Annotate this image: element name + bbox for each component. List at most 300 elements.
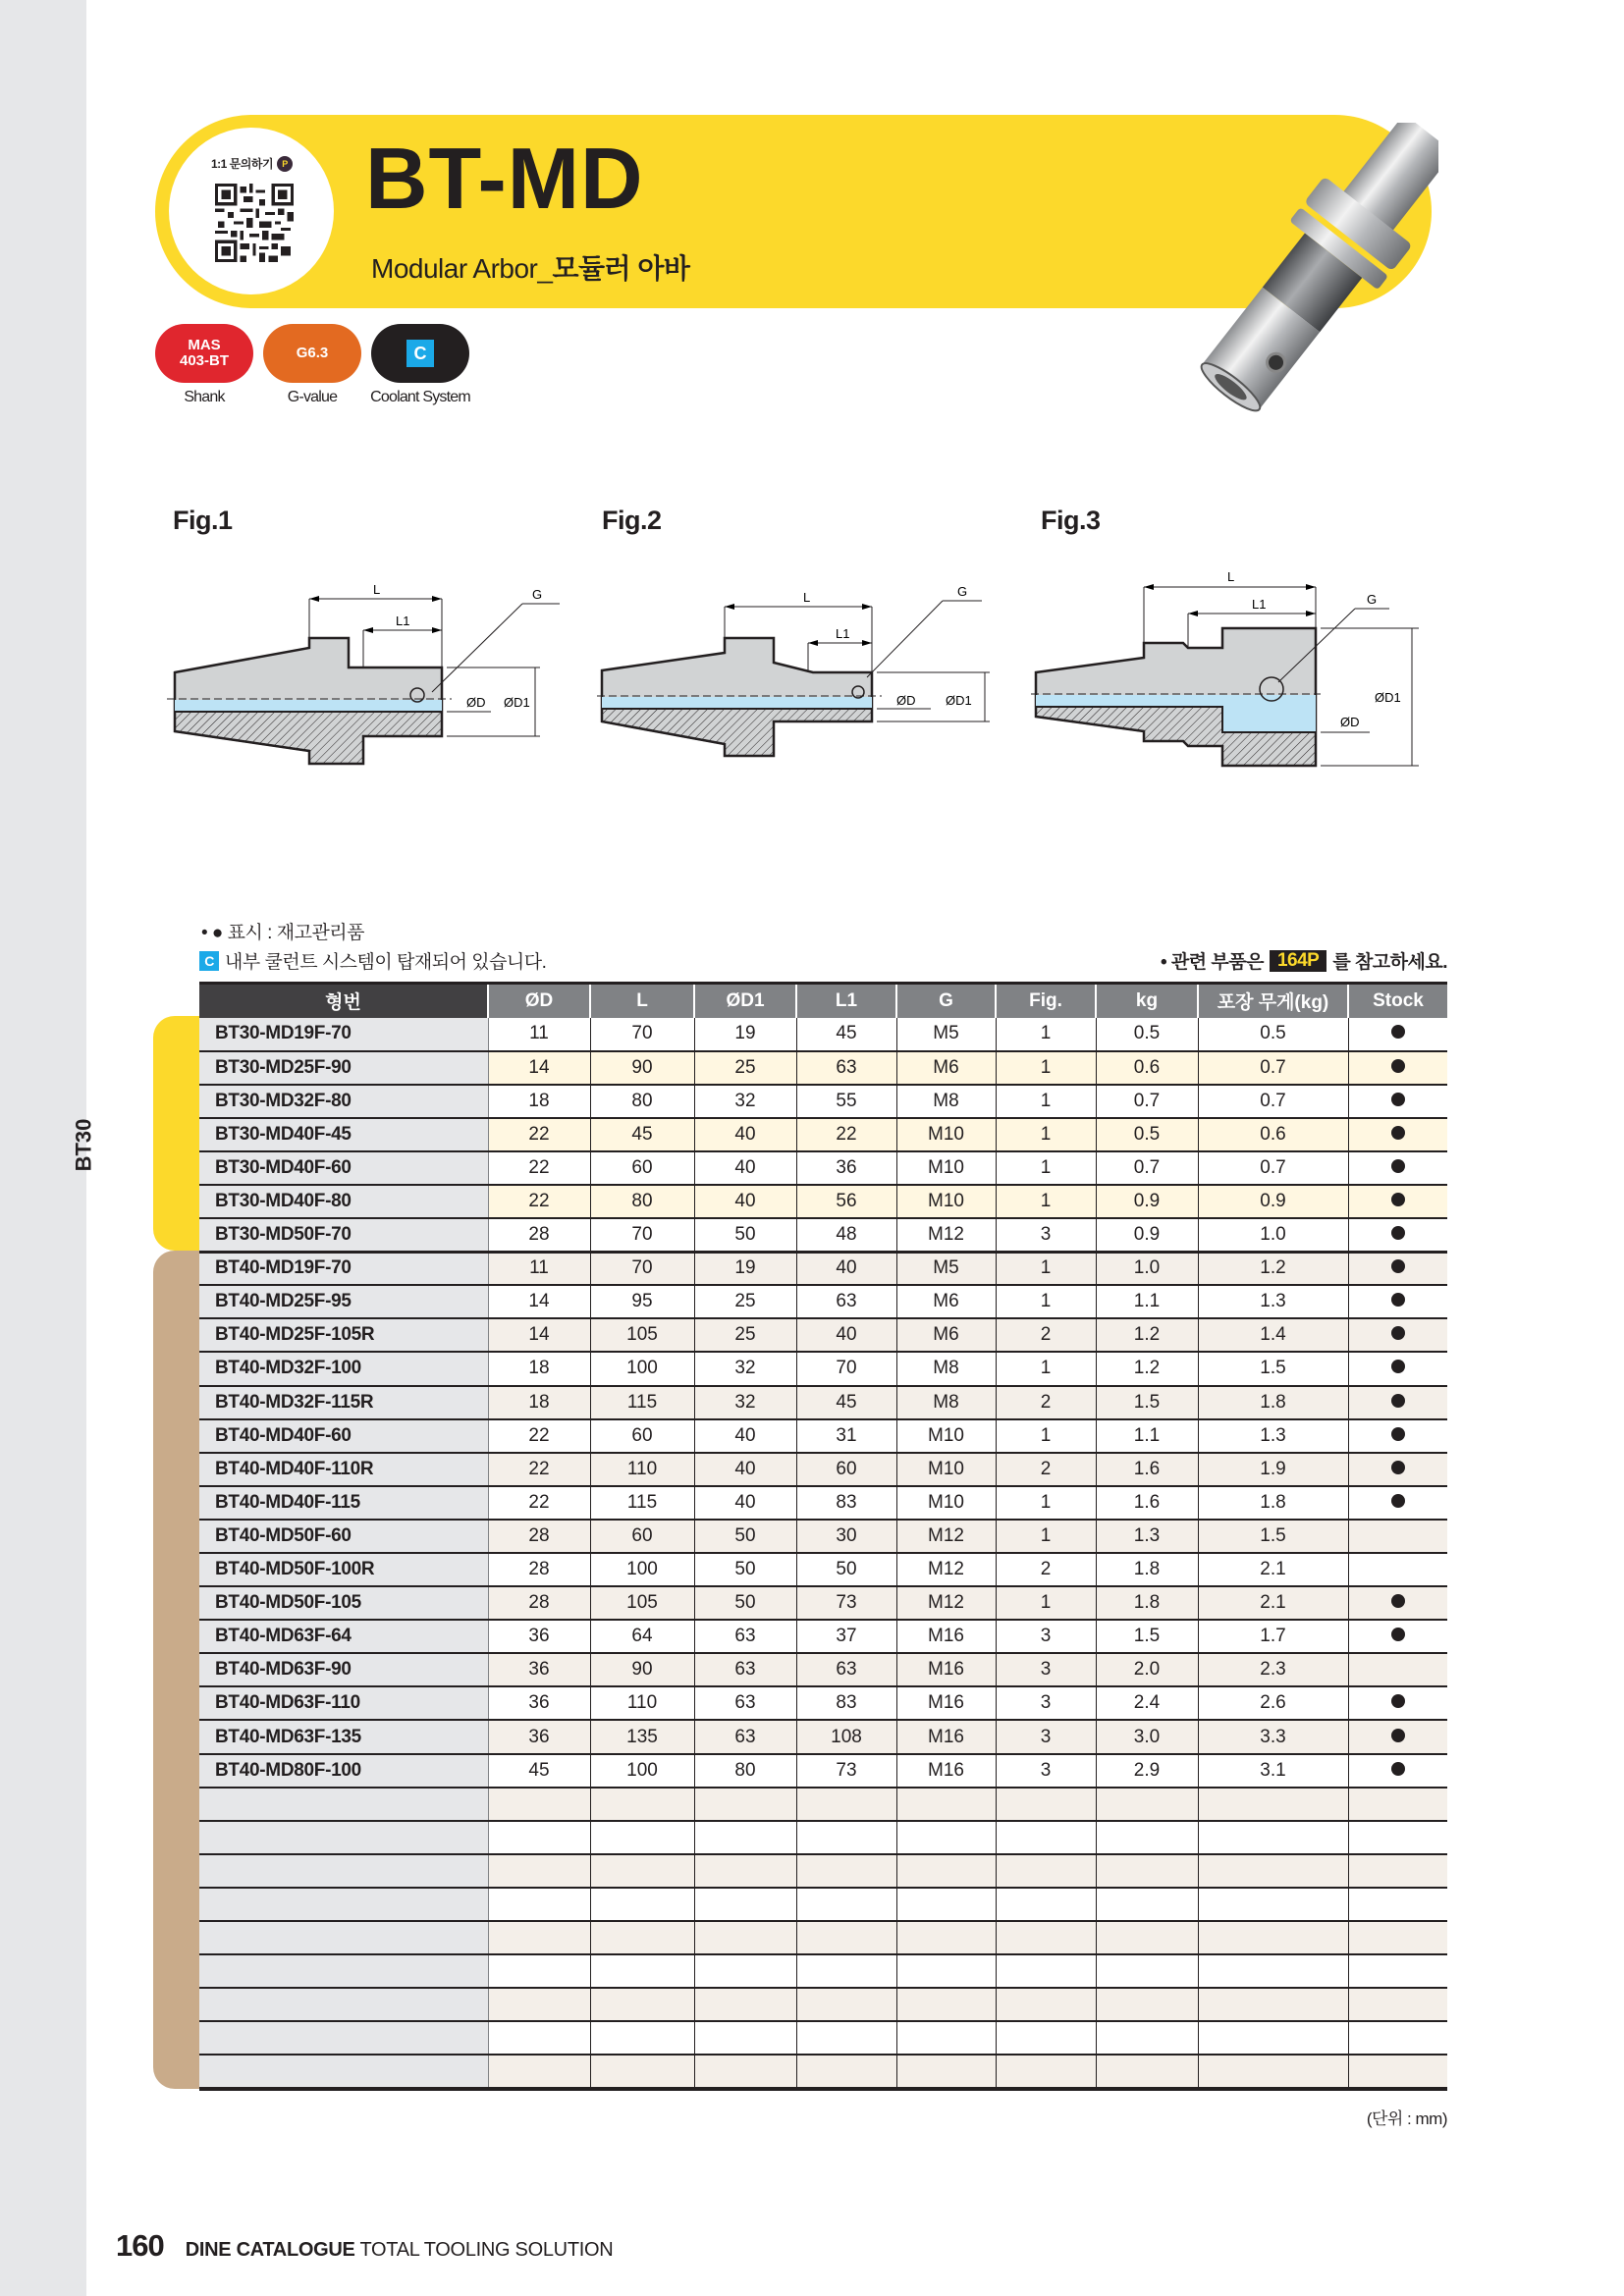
cell-package-weight: 0.7 (1198, 1051, 1348, 1085)
cell-stock (1348, 1252, 1447, 1285)
cell-model: BT40-MD80F-100 (199, 1754, 488, 1788)
chat-bubble-icon: P (277, 156, 293, 172)
table-row (199, 1218, 1447, 1252)
cell-model (199, 1788, 488, 1821)
cell-l: 60 (590, 1151, 694, 1185)
cell-empty (590, 1988, 694, 2021)
cell-empty (1096, 1888, 1198, 1921)
cell-model: BT30-MD50F-70 (199, 1218, 488, 1252)
cell-empty (1198, 1888, 1348, 1921)
cell-l1: 45 (796, 1386, 896, 1419)
stock-dot-icon (1391, 1326, 1405, 1340)
cell-d1: 40 (694, 1151, 796, 1185)
cell-stock (1348, 1520, 1447, 1553)
header-l1: L1 (796, 984, 896, 1018)
table-row (199, 1520, 1447, 1553)
cell-d1: 50 (694, 1218, 796, 1252)
cell-d1: 80 (694, 1754, 796, 1788)
table-row (199, 1185, 1447, 1218)
cell-l1: 63 (796, 1285, 896, 1318)
table-row (199, 1586, 1447, 1620)
cell-fig: 1 (996, 1486, 1096, 1520)
related-page-link[interactable]: 164P (1270, 950, 1326, 972)
cell-empty (1198, 1821, 1348, 1854)
cell-l: 105 (590, 1318, 694, 1352)
cell-kg: 1.2 (1096, 1352, 1198, 1385)
cell-empty (488, 1988, 590, 2021)
cell-stock (1348, 1386, 1447, 1419)
cell-model (199, 2055, 488, 2088)
cell-package-weight: 0.5 (1198, 1018, 1348, 1051)
cell-d1: 40 (694, 1118, 796, 1151)
cell-d1: 19 (694, 1018, 796, 1051)
cell-d1: 32 (694, 1386, 796, 1419)
cell-empty (1348, 2021, 1447, 2055)
cell-g: M10 (896, 1419, 996, 1453)
cell-empty (896, 1921, 996, 1954)
cell-empty (694, 1821, 796, 1854)
cell-l1: 73 (796, 1754, 896, 1788)
cell-model: BT40-MD63F-135 (199, 1720, 488, 1753)
cell-empty (896, 1988, 996, 2021)
cell-g: M12 (896, 1520, 996, 1553)
table-row (199, 1118, 1447, 1151)
cell-empty (590, 1954, 694, 1988)
cell-kg: 0.9 (1096, 1218, 1198, 1252)
cell-l: 80 (590, 1185, 694, 1218)
stock-dot-icon (1391, 1394, 1405, 1408)
cell-package-weight: 1.5 (1198, 1352, 1348, 1385)
cell-l: 110 (590, 1453, 694, 1486)
cell-empty (488, 1921, 590, 1954)
cell-d: 14 (488, 1051, 590, 1085)
cell-empty (590, 1921, 694, 1954)
cell-package-weight: 1.9 (1198, 1453, 1348, 1486)
cell-d: 11 (488, 1252, 590, 1285)
cell-stock (1348, 1051, 1447, 1085)
related-parts-note: • 관련 부품은 164P 를 참고하세요. (1160, 949, 1447, 973)
cell-stock (1348, 1720, 1447, 1753)
table-row (199, 1453, 1447, 1486)
cell-d: 28 (488, 1520, 590, 1553)
cell-empty (1348, 1988, 1447, 2021)
cell-package-weight: 1.3 (1198, 1285, 1348, 1318)
cell-kg: 1.5 (1096, 1386, 1198, 1419)
cell-d1: 50 (694, 1520, 796, 1553)
cell-d: 14 (488, 1285, 590, 1318)
cell-g: M5 (896, 1252, 996, 1285)
cell-fig: 3 (996, 1620, 1096, 1653)
fig2-D: ØD (896, 693, 916, 708)
cell-package-weight: 2.1 (1198, 1586, 1348, 1620)
stock-dot-icon (1391, 1259, 1405, 1273)
group-tab-bt30: BT30 (153, 1016, 200, 1251)
cell-fig: 2 (996, 1318, 1096, 1352)
table-row-empty (199, 1921, 1447, 1954)
cell-stock (1348, 1553, 1447, 1586)
header-stock: Stock (1348, 984, 1447, 1018)
cell-l1: 37 (796, 1620, 896, 1653)
cell-kg: 2.9 (1096, 1754, 1198, 1788)
cell-empty (1096, 1988, 1198, 2021)
group-tab-bt40 (153, 1251, 200, 2089)
fig1-D1: ØD1 (504, 695, 530, 710)
cell-fig: 3 (996, 1653, 1096, 1686)
stock-dot-icon (1391, 1628, 1405, 1641)
cell-package-weight: 2.1 (1198, 1553, 1348, 1586)
table-row (199, 1720, 1447, 1753)
cell-l1: 30 (796, 1520, 896, 1553)
cell-empty (1198, 1788, 1348, 1821)
cell-stock (1348, 1218, 1447, 1252)
cell-stock (1348, 1018, 1447, 1051)
cell-l: 115 (590, 1486, 694, 1520)
stock-dot-icon (1391, 1126, 1405, 1140)
cell-kg: 0.7 (1096, 1151, 1198, 1185)
cell-g: M5 (896, 1018, 996, 1051)
cell-empty (896, 1854, 996, 1888)
cell-d: 22 (488, 1185, 590, 1218)
table-row (199, 1386, 1447, 1419)
cell-package-weight: 0.9 (1198, 1185, 1348, 1218)
cell-model: BT40-MD40F-110R (199, 1453, 488, 1486)
cell-d: 18 (488, 1085, 590, 1118)
stock-note: • ● 표시 : 재고관리품 (201, 923, 365, 943)
cell-kg: 2.0 (1096, 1653, 1198, 1686)
cell-empty (694, 2021, 796, 2055)
cell-empty (996, 1854, 1096, 1888)
cell-kg: 1.6 (1096, 1486, 1198, 1520)
cell-l1: 48 (796, 1218, 896, 1252)
cell-l: 64 (590, 1620, 694, 1653)
cell-empty (1198, 1921, 1348, 1954)
cell-l1: 108 (796, 1720, 896, 1753)
page-footer (116, 2228, 613, 2264)
cell-l: 60 (590, 1520, 694, 1553)
page-title: BT-MD (365, 130, 644, 227)
table-row (199, 1486, 1447, 1520)
stock-dot-icon (1391, 1293, 1405, 1307)
cell-package-weight: 1.8 (1198, 1486, 1348, 1520)
cell-empty (488, 2055, 590, 2088)
cell-empty (1198, 1988, 1348, 2021)
cell-empty (896, 2055, 996, 2088)
cell-kg: 1.2 (1096, 1318, 1198, 1352)
table-header-row (199, 984, 1447, 1018)
cell-package-weight: 1.3 (1198, 1419, 1348, 1453)
cell-kg: 3.0 (1096, 1720, 1198, 1753)
cell-fig: 1 (996, 1352, 1096, 1385)
cell-l1: 73 (796, 1586, 896, 1620)
cell-package-weight: 1.4 (1198, 1318, 1348, 1352)
cell-empty (1198, 2055, 1348, 2088)
cell-d1: 32 (694, 1085, 796, 1118)
cell-stock (1348, 1318, 1447, 1352)
page-subtitle: Modular Arbor_모듈러 아바 (371, 253, 690, 284)
cell-empty (896, 1954, 996, 1988)
cell-d: 36 (488, 1653, 590, 1686)
cell-d: 45 (488, 1754, 590, 1788)
cell-l: 105 (590, 1586, 694, 1620)
cell-g: M6 (896, 1285, 996, 1318)
cell-d1: 40 (694, 1419, 796, 1453)
cell-empty (896, 1888, 996, 1921)
cell-empty (1096, 1954, 1198, 1988)
table-row-empty (199, 1854, 1447, 1888)
cell-fig: 1 (996, 1118, 1096, 1151)
table-row-empty (199, 1954, 1447, 1988)
cell-l: 70 (590, 1252, 694, 1285)
cell-model: BT40-MD40F-115 (199, 1486, 488, 1520)
table-row-empty (199, 1821, 1447, 1854)
cell-d: 28 (488, 1218, 590, 1252)
cell-l1: 40 (796, 1318, 896, 1352)
g-value-badge: G6.3 (263, 324, 361, 383)
cell-fig: 2 (996, 1553, 1096, 1586)
fig2-label: Fig.2 (602, 506, 662, 535)
table-row-empty (199, 1788, 1447, 1821)
stock-dot-icon (1391, 1694, 1405, 1708)
cell-empty (590, 2021, 694, 2055)
cell-model: BT40-MD32F-100 (199, 1352, 488, 1385)
cell-l: 90 (590, 1051, 694, 1085)
table-row-empty (199, 1988, 1447, 2021)
cell-empty (996, 1888, 1096, 1921)
cell-empty (1198, 1854, 1348, 1888)
fig1-D: ØD (466, 695, 486, 710)
cell-package-weight: 1.7 (1198, 1620, 1348, 1653)
cell-empty (796, 1888, 896, 1921)
cell-empty (488, 1821, 590, 1854)
cell-empty (694, 1954, 796, 1988)
cell-d: 36 (488, 1720, 590, 1753)
cell-model: BT40-MD40F-60 (199, 1419, 488, 1453)
cell-stock (1348, 1352, 1447, 1385)
cell-empty (796, 1954, 896, 1988)
cell-l1: 22 (796, 1118, 896, 1151)
cell-model: BT40-MD25F-105R (199, 1318, 488, 1352)
cell-l: 100 (590, 1754, 694, 1788)
cell-kg: 0.9 (1096, 1185, 1198, 1218)
coolant-c-icon: C (406, 340, 434, 367)
cell-d: 36 (488, 1686, 590, 1720)
fig3-drawing (1031, 569, 1443, 785)
cell-empty (796, 2055, 896, 2088)
cell-kg: 1.5 (1096, 1620, 1198, 1653)
cell-empty (694, 2055, 796, 2088)
cell-empty (996, 2021, 1096, 2055)
cell-stock (1348, 1653, 1447, 1686)
cell-package-weight: 0.6 (1198, 1118, 1348, 1151)
cell-fig: 1 (996, 1151, 1096, 1185)
cell-model (199, 1921, 488, 1954)
cell-package-weight: 1.8 (1198, 1386, 1348, 1419)
coolant-c-icon: C (199, 951, 219, 971)
table-row-empty (199, 1888, 1447, 1921)
cell-l1: 63 (796, 1653, 896, 1686)
cell-kg: 1.8 (1096, 1553, 1198, 1586)
table-row (199, 1686, 1447, 1720)
cell-l: 90 (590, 1653, 694, 1686)
cell-empty (1348, 1854, 1447, 1888)
cell-g: M16 (896, 1720, 996, 1753)
cell-fig: 1 (996, 1419, 1096, 1453)
cell-empty (896, 2021, 996, 2055)
cell-empty (590, 1788, 694, 1821)
cell-empty (488, 1888, 590, 1921)
stock-dot-icon (1391, 1226, 1405, 1240)
cell-fig: 1 (996, 1085, 1096, 1118)
header-kg: kg (1096, 984, 1198, 1018)
cell-fig: 2 (996, 1453, 1096, 1486)
spec-badges (153, 324, 471, 406)
qr-code-icon[interactable] (215, 183, 294, 263)
table-row (199, 1653, 1447, 1686)
cell-model: BT40-MD50F-105 (199, 1586, 488, 1620)
stock-dot-icon (1391, 1193, 1405, 1206)
cell-model: BT30-MD40F-80 (199, 1185, 488, 1218)
cell-g: M10 (896, 1185, 996, 1218)
cell-d: 28 (488, 1553, 590, 1586)
table-row (199, 1318, 1447, 1352)
cell-l: 60 (590, 1419, 694, 1453)
cell-d: 22 (488, 1118, 590, 1151)
stock-dot-icon (1391, 1059, 1405, 1073)
cell-l1: 36 (796, 1151, 896, 1185)
stock-dot-icon (1391, 1159, 1405, 1173)
cell-l1: 55 (796, 1085, 896, 1118)
cell-stock (1348, 1419, 1447, 1453)
fig3-D: ØD (1340, 715, 1360, 729)
cell-empty (488, 1788, 590, 1821)
stock-dot-icon (1391, 1360, 1405, 1373)
cell-g: M16 (896, 1754, 996, 1788)
badge-g-value: G6.3 G-value (261, 324, 363, 406)
cell-d1: 40 (694, 1185, 796, 1218)
cell-kg: 2.4 (1096, 1686, 1198, 1720)
badge-shank: MAS 403-BT Shank (153, 324, 255, 406)
cell-l: 80 (590, 1085, 694, 1118)
cell-empty (694, 1988, 796, 2021)
cell-stock (1348, 1620, 1447, 1653)
fig1-G: G (532, 587, 543, 602)
cell-stock (1348, 1085, 1447, 1118)
cell-empty (996, 1954, 1096, 1988)
cell-model: BT30-MD40F-45 (199, 1118, 488, 1151)
cell-g: M12 (896, 1586, 996, 1620)
cell-l1: 40 (796, 1252, 896, 1285)
cell-empty (1348, 1888, 1447, 1921)
cell-l: 100 (590, 1553, 694, 1586)
cell-empty (1348, 1921, 1447, 1954)
stock-dot-icon (1391, 1093, 1405, 1106)
cell-d1: 25 (694, 1051, 796, 1085)
cell-d: 18 (488, 1386, 590, 1419)
cell-l1: 45 (796, 1018, 896, 1051)
cell-l: 70 (590, 1218, 694, 1252)
cell-stock (1348, 1151, 1447, 1185)
fig1-label: Fig.1 (173, 506, 233, 535)
table-row (199, 1252, 1447, 1285)
cell-model (199, 1954, 488, 1988)
fig1-L1: L1 (396, 614, 410, 628)
table-row (199, 1352, 1447, 1385)
cell-d1: 25 (694, 1285, 796, 1318)
stock-dot-icon (1391, 1762, 1405, 1776)
cell-d1: 40 (694, 1486, 796, 1520)
cell-d1: 32 (694, 1352, 796, 1385)
cell-empty (996, 2055, 1096, 2088)
cell-d1: 63 (694, 1620, 796, 1653)
cell-package-weight: 2.3 (1198, 1653, 1348, 1686)
cell-l: 45 (590, 1118, 694, 1151)
cell-fig: 1 (996, 1586, 1096, 1620)
fig2-G: G (957, 584, 968, 599)
cell-empty (488, 1954, 590, 1988)
cell-g: M8 (896, 1352, 996, 1385)
cell-empty (590, 1821, 694, 1854)
table-row (199, 1754, 1447, 1788)
cell-fig: 1 (996, 1018, 1096, 1051)
stock-dot-icon (1391, 1594, 1405, 1608)
cell-model: BT40-MD63F-90 (199, 1653, 488, 1686)
cell-d: 14 (488, 1318, 590, 1352)
table-row-empty (199, 2021, 1447, 2055)
cell-stock (1348, 1285, 1447, 1318)
fig2-drawing (597, 569, 1029, 785)
cell-empty (1096, 2055, 1198, 2088)
cell-d1: 50 (694, 1553, 796, 1586)
header-g: G (896, 984, 996, 1018)
cell-empty (694, 1854, 796, 1888)
cell-g: M10 (896, 1151, 996, 1185)
cell-kg: 0.7 (1096, 1085, 1198, 1118)
cell-kg: 1.1 (1096, 1285, 1198, 1318)
cell-d1: 63 (694, 1720, 796, 1753)
cell-l1: 83 (796, 1686, 896, 1720)
cell-g: M16 (896, 1653, 996, 1686)
cell-d1: 63 (694, 1653, 796, 1686)
qr-inquiry-label: 1:1 문의하기 P (211, 155, 293, 172)
cell-stock (1348, 1118, 1447, 1151)
cell-stock (1348, 1453, 1447, 1486)
cell-fig: 2 (996, 1386, 1096, 1419)
cell-fig: 1 (996, 1520, 1096, 1553)
fig2-D1: ØD1 (946, 693, 972, 708)
table-row (199, 1285, 1447, 1318)
cell-package-weight: 0.7 (1198, 1085, 1348, 1118)
header-model: 형번 (199, 984, 488, 1018)
cell-empty (488, 2021, 590, 2055)
stock-dot-icon (1391, 1025, 1405, 1039)
cell-kg: 1.6 (1096, 1453, 1198, 1486)
header-d1: ØD1 (694, 984, 796, 1018)
fig2-L1: L1 (836, 626, 850, 641)
cell-model (199, 1854, 488, 1888)
cell-d1: 25 (694, 1318, 796, 1352)
stock-dot-icon (1391, 1427, 1405, 1441)
cell-d: 22 (488, 1419, 590, 1453)
cell-stock (1348, 1686, 1447, 1720)
cell-empty (1198, 2021, 1348, 2055)
stock-dot-icon (1391, 1461, 1405, 1474)
cell-l1: 63 (796, 1051, 896, 1085)
stock-dot-icon (1391, 1729, 1405, 1742)
table-row (199, 1419, 1447, 1453)
cell-fig: 1 (996, 1051, 1096, 1085)
cell-package-weight: 1.2 (1198, 1252, 1348, 1285)
cell-fig: 1 (996, 1252, 1096, 1285)
